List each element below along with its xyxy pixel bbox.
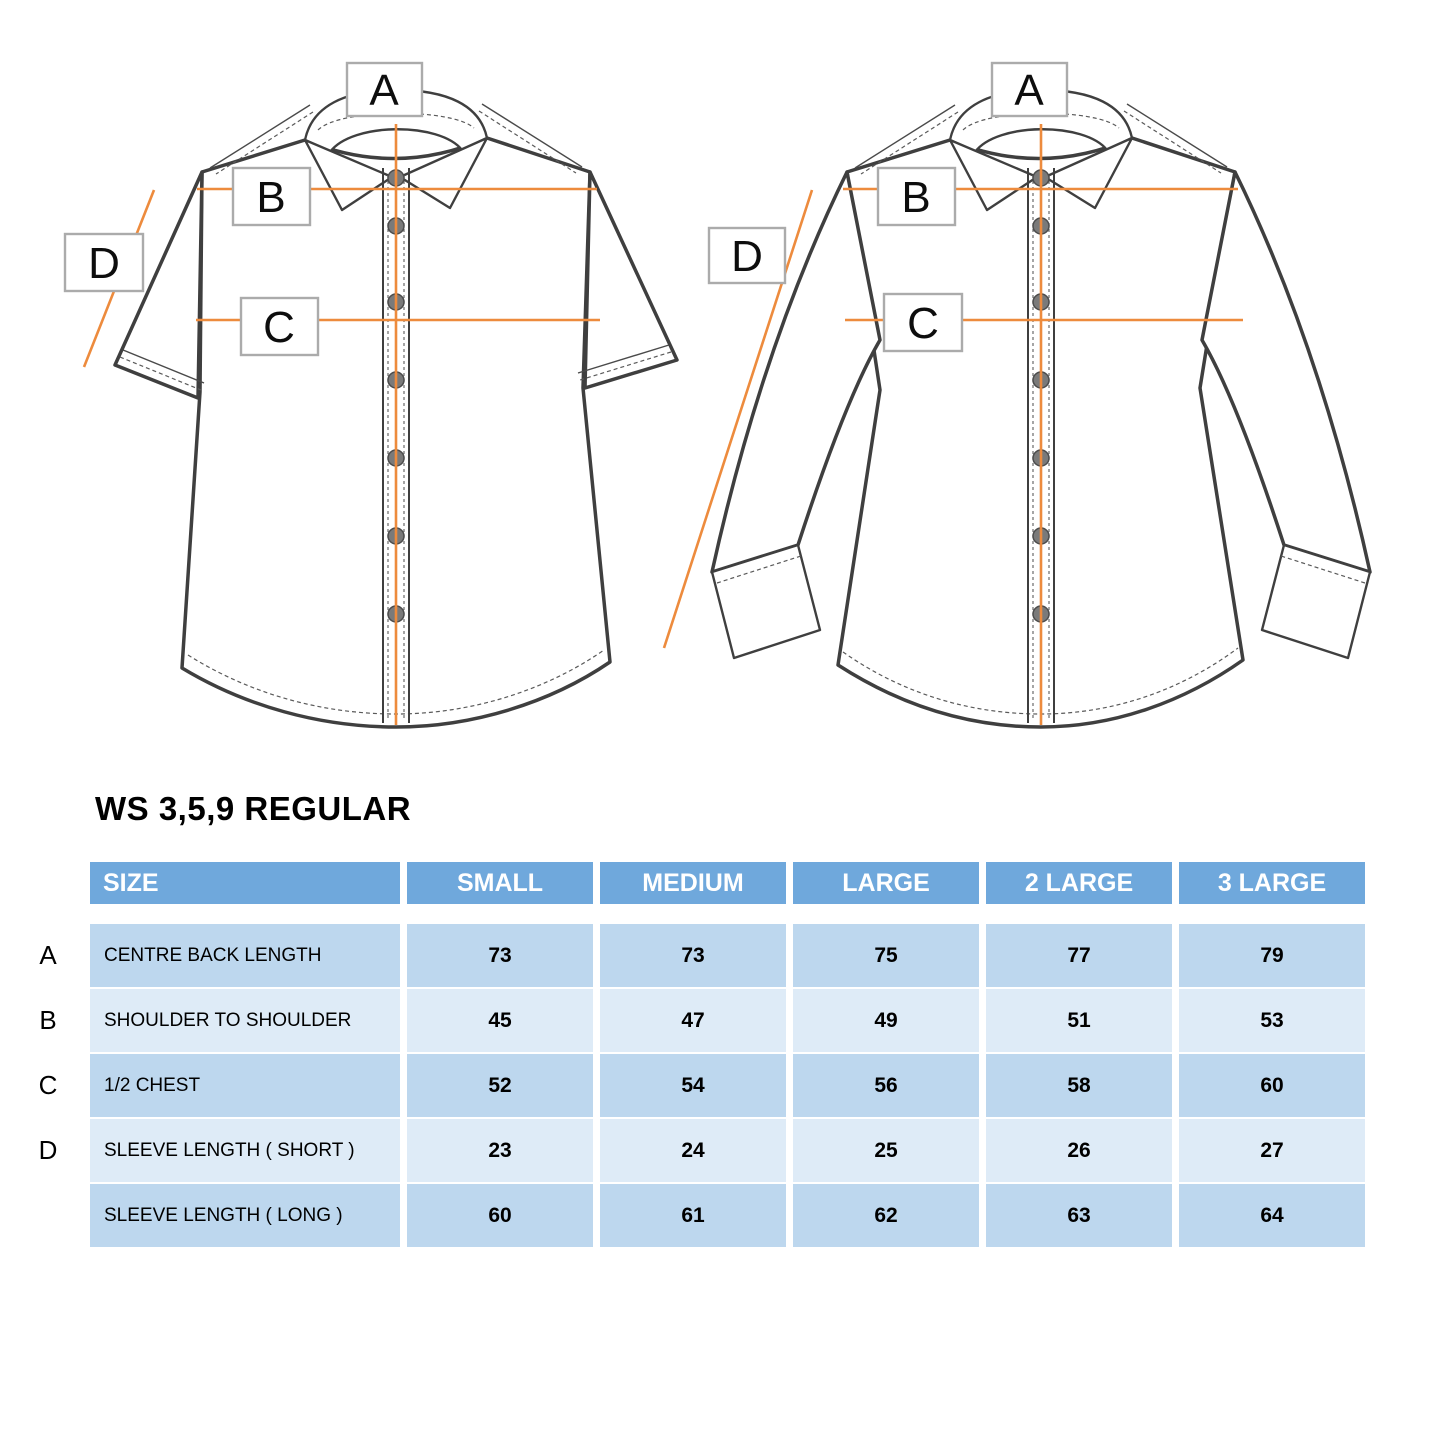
value-small: 52 <box>407 1054 593 1117</box>
value-3large: 64 <box>1179 1184 1365 1247</box>
row-letter: D <box>38 1135 58 1165</box>
value-medium: 24 <box>600 1119 786 1182</box>
shirt-long-sleeve <box>664 63 1370 727</box>
value-small: 23 <box>407 1119 593 1182</box>
table-row-centre-back-length <box>13 924 1365 987</box>
value-medium: 54 <box>600 1054 786 1117</box>
value-2large: 58 <box>986 1054 1172 1117</box>
row-label: CENTRE BACK LENGTH <box>90 924 400 987</box>
value-large: 62 <box>793 1184 979 1247</box>
value-small: 45 <box>407 989 593 1052</box>
value-large: 75 <box>793 924 979 987</box>
value-2large: 51 <box>986 989 1172 1052</box>
row-label: SLEEVE LENGTH ( SHORT ) <box>90 1119 400 1182</box>
value-2large: 26 <box>986 1119 1172 1182</box>
row-letter: C <box>38 1070 58 1100</box>
label-c: C <box>263 303 295 352</box>
table-row-shoulder-to-shoulder <box>13 989 1365 1052</box>
long-sleeve-right <box>1202 172 1370 572</box>
value-large: 25 <box>793 1119 979 1182</box>
value-2large: 63 <box>986 1184 1172 1247</box>
chart-title: WS 3,5,9 REGULAR <box>95 790 412 827</box>
header-2large: 2 LARGE <box>986 862 1172 904</box>
label-d: D <box>731 232 763 281</box>
header-small: SMALL <box>407 862 593 904</box>
value-medium: 61 <box>600 1184 786 1247</box>
header-size: SIZE <box>90 862 400 904</box>
table-row-sleeve-length-short <box>13 1119 1365 1182</box>
label-b: B <box>901 173 931 222</box>
value-medium: 47 <box>600 989 786 1052</box>
value-3large: 53 <box>1179 989 1365 1052</box>
value-small: 60 <box>407 1184 593 1247</box>
value-3large: 79 <box>1179 924 1365 987</box>
row-letter: B <box>39 1005 57 1035</box>
label-a: A <box>1014 66 1044 115</box>
value-medium: 73 <box>600 924 786 987</box>
value-2large: 77 <box>986 924 1172 987</box>
value-3large: 60 <box>1179 1054 1365 1117</box>
table-row-half-chest <box>13 1054 1365 1117</box>
label-b: B <box>256 173 286 222</box>
header-letter-gutter <box>13 862 83 904</box>
label-c: C <box>907 299 939 348</box>
short-sleeve-right <box>585 172 677 388</box>
table-body <box>13 924 1365 1247</box>
value-small: 73 <box>407 924 593 987</box>
label-a: A <box>369 66 399 115</box>
size-table <box>13 862 1365 1247</box>
label-d: D <box>88 239 120 288</box>
row-label: 1/2 CHEST <box>90 1054 400 1117</box>
row-letter: A <box>39 940 57 970</box>
header-medium: MEDIUM <box>600 862 786 904</box>
shirt-short-sleeve <box>65 63 677 727</box>
table-row-sleeve-length-long <box>13 1184 1365 1247</box>
row-label: SHOULDER TO SHOULDER <box>90 989 400 1052</box>
value-large: 56 <box>793 1054 979 1117</box>
header-3large: 3 LARGE <box>1179 862 1365 904</box>
value-3large: 27 <box>1179 1119 1365 1182</box>
table-header-row <box>13 862 1365 904</box>
row-label: SLEEVE LENGTH ( LONG ) <box>90 1184 400 1247</box>
row-letter <box>13 1184 83 1247</box>
header-large: LARGE <box>793 862 979 904</box>
value-large: 49 <box>793 989 979 1052</box>
